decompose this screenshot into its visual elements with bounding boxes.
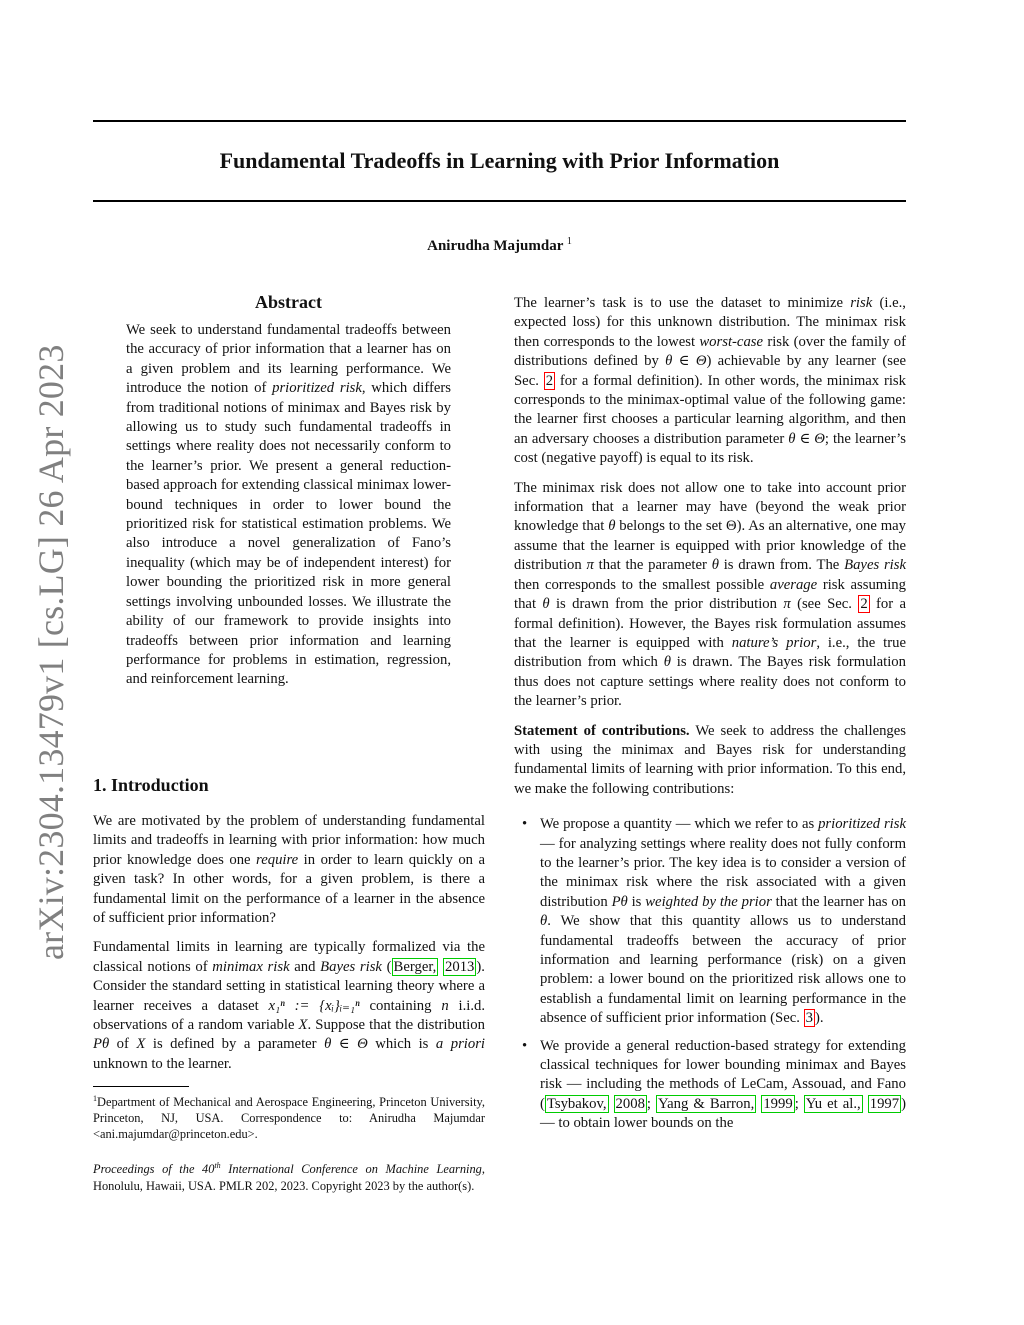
- citation-link[interactable]: 1997: [869, 1095, 900, 1112]
- contributions-list: [514, 815, 906, 1134]
- footnote-rule: [93, 1086, 189, 1087]
- contributions-heading: Statement of contributions.: [514, 722, 690, 739]
- right-column: [514, 294, 906, 1142]
- paper-title: Fundamental Tradeoffs in Learning with Prior Information: [219, 148, 780, 173]
- right-paragraph-2: The minimax risk does not allow one to take into account prior information that a learner may have (beyond the weak prior knowledge that θ belongs to the set Θ). As an alternative, one may assume that the learner is equipped with prior knowledge of the distribution π that the parameter θ is drawn from. The Bayes risk then corresponds to the smallest possible average risk assuming that θ is drawn from the prior distribution π (see Sec. 2 for a formal definition). However, the Bayes risk formulation assumes that the learner is equipped with nature’s prior, i.e., the true distribution from which θ is drawn. The Bayes risk formulation thus does not capture settings where reality does not conform to the learner’s prior.: [514, 479, 907, 710]
- contributions-paragraph: Statement of contributions. We seek to address the challenges with using the minimax and Bayes risk for understanding fundamental limits of learning with prior information. To this end, we make the following contributions:: [514, 722, 907, 797]
- introduction-heading: 1. Introduction: [93, 775, 209, 795]
- abstract-section: [126, 292, 451, 690]
- title-rule-top: [93, 120, 906, 122]
- citation-link[interactable]: Berger,: [393, 958, 437, 975]
- list-item: • We provide a general reduction-based strategy for extending classical techniques for lower bounding minimax and Bayes risk — including the methods of LeCam, Assouad, and Fano ( Tsybakov, 2008 ; Yang & Barron, 1999 ; Yu et al., 1997 ) — to obtain lower bounds on the: [522, 1037, 906, 1132]
- bullet-icon: •: [522, 1037, 528, 1054]
- author-name: Anirudha Majumdar: [427, 238, 564, 254]
- bullet-icon: •: [522, 816, 528, 833]
- citation-link[interactable]: 1999: [763, 1095, 793, 1112]
- section-reference-link[interactable]: 3: [805, 1010, 813, 1027]
- arxiv-watermark: arXiv:2304.13479v1 [cs.LG] 26 Apr 2023: [31, 344, 71, 960]
- affiliation-footnote: $^1$Department of Mechanical and Aerospace Engineering, Princeton University, Princeton, NJ, USA. Correspondence to: Anirudha Majumdar <ani.majumdar@princeton.edu>.: [93, 1094, 485, 1142]
- author-affiliation-mark: 1: [566, 236, 572, 247]
- intro-paragraph-2: Fundamental limits in learning are typically formalized via the classical notions of minimax risk and Bayes risk ( Berger, 2013 ). Consider the standard setting in statistical learning theory where a learner receives a dataset x₁ⁿ := {xᵢ}ᵢ₌₁ⁿ containing n i.i.d. observations of a random variable X. Suppose that the distribution Pθ of X is defined by a parameter θ ∈ Θ which is a priori unknown to the learner.: [93, 939, 486, 1072]
- section-reference-link[interactable]: 2: [860, 596, 868, 613]
- title-rule-bottom: [93, 200, 906, 202]
- author-line: [93, 236, 906, 255]
- abstract-text: We seek to understand fundamental tradeoffs between the accuracy of prior information that a learner has on a given problem and its learning performance. We introduce the notion of prioritized risk, which differs from traditional notions of minimax and Bayes risk by allowing us to study such fundamental tradeoffs in settings where reality does not necessarily conform to the learner’s prior. We present a general reduction-based approach for extending classical minimax lower-bound techniques in order to lower bound the prioritized risk for statistical estimation problems. We also introduce a novel generalization of Fano’s inequality (which may be of independent interest) for lower bounding the prioritized risk in more general settings involving unbounded losses. We illustrate the ability of our framework to provide insights into tradeoffs between prior information and learning performance for problems in estimation, regression, and reinforcement learning.: [126, 322, 451, 688]
- section-reference-link[interactable]: 2: [545, 372, 554, 389]
- intro-paragraph-1: We are motivated by the problem of understanding fundamental limits and tradeoffs in learning with prior information: how much prior knowledge does one require in order to learn quickly on a given task? In other words, for a given problem, is there a fundamental limit on the performance of a learner in the absence of sufficient prior information?: [93, 813, 486, 927]
- right-paragraph-1: The learner’s task is to use the dataset to minimize risk (i.e., expected loss) for this unknown distribution. The minimax risk then corresponds to the lowest worst-case risk (over the family of distributions defined by θ ∈ Θ) achievable by any learner (see Sec. 2 for a formal definition). In other words, the minimax risk corresponds to the minimax-optimal value of the following game: the learner first chooses a particular learning algorithm, and then an adversary chooses a distribution parameter θ ∈ Θ; the learner’s cost (negative payoff) is equal to its risk.: [514, 295, 907, 467]
- abstract-heading: Abstract: [255, 292, 322, 312]
- citation-link[interactable]: Yu et al.,: [805, 1095, 861, 1112]
- list-item: • We propose a quantity — which we refer to as prioritized risk — for analyzing settings where reality does not fully conform to the learner’s prior. The key idea is to consider a version of the minimax risk where the risk associated with a given distribution Pθ is weighted by the prior that the learner has on θ. We show that this quantity allows us to understand fundamental tradeoffs between the accuracy of prior information and learning performance (risk) on a given problem: a lower bound on the prioritized risk allows one to establish a fundamental limit on learning performance in the absence of sufficient prior information (Sec. 3 ).: [522, 816, 907, 1027]
- citation-link[interactable]: Tsybakov,: [546, 1095, 607, 1112]
- citation-link[interactable]: 2008: [615, 1095, 645, 1112]
- citation-link[interactable]: 2013: [445, 958, 475, 975]
- citation-link[interactable]: Yang & Barron,: [658, 1095, 755, 1112]
- left-column: [93, 775, 485, 1194]
- proceedings-note: Proceedings of the 40th International Conference on Machine Learning, Honolulu, Hawaii, USA. PMLR 202, 2023. Copyright 2023 by the author(s).: [93, 1161, 485, 1193]
